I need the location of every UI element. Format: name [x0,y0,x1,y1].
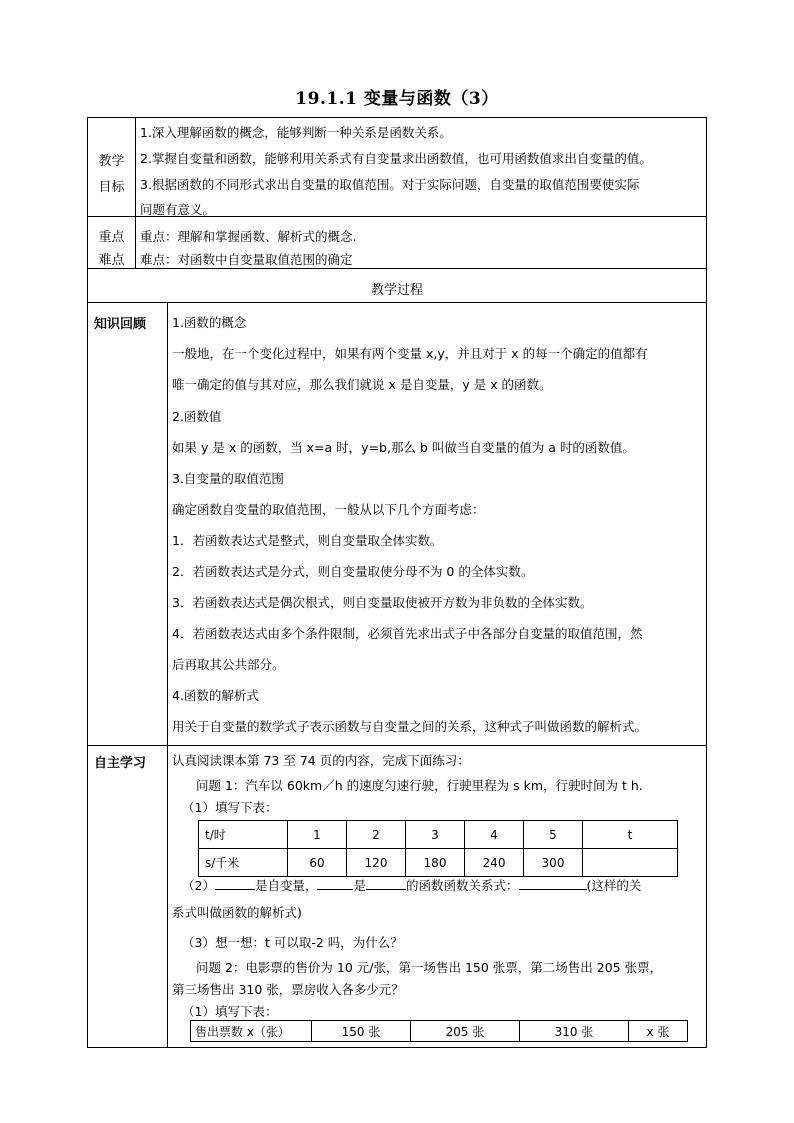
table-cell: 3 [406,821,465,849]
review-label [88,303,168,745]
review-line: 2.函数值 [172,409,222,424]
table-cell: 5 [524,821,583,849]
objectives-label [88,118,136,216]
study-row [88,746,706,1047]
difficulty-text: 难点：对函数中自变量取值范围的确定 [140,252,353,267]
question-2-part-1: （1）填写下表： [182,1004,278,1019]
keypoints-label-line2: 难点 [98,253,125,268]
review-line: 1．若函数表达式是整式，则自变量取全体实数。 [172,533,443,548]
review-line: 后再取其公共部分。 [172,657,285,672]
part-2-text: 是 [353,878,366,893]
table-cell: 1 [288,821,347,849]
review-line: 4.函数的解析式 [172,688,259,703]
question-2-line-2: 第三场售出 310 张，票房收入各多少元？ [172,982,404,997]
question-2-line-1: 问题 2：电影票的售价为 10 元/张，第一场售出 150 张票，第二场售出 205 张票， [196,960,663,975]
part-2-text: 的函数函数关系式： [405,878,519,893]
table-cell: 60 [288,849,347,877]
objectives-row [88,118,706,217]
review-label-text: 知识回顾 [94,317,147,332]
part-2-text: (这样的关 [586,878,642,893]
answer-blank[interactable] [366,877,406,890]
part-2-prefix: （2） [182,878,215,893]
review-row [88,303,706,746]
table-cell: 售出票数 x（张） [191,1021,312,1042]
question-1-part-1: （1）填写下表： [182,800,278,815]
review-content [168,303,706,745]
answer-cell[interactable] [583,849,678,877]
study-label-text: 自主学习 [94,756,147,771]
table-row [199,821,678,849]
answer-blank[interactable] [317,877,353,890]
table-cell: x 张 [629,1021,688,1042]
table-cell: 310 张 [520,1021,629,1042]
objective-item: 1.深入理解函数的概念，能够判断一种关系是函数关系。 [140,125,452,140]
review-line: 3．若函数表达式是偶次根式，则自变量取使被开方数为非负数的全体实数。 [172,595,593,610]
table-cell: t [583,821,678,849]
question-1-part-2 [182,876,641,894]
process-header-row [88,269,706,303]
table-cell: 120 [347,849,406,877]
distance-time-table [198,820,678,877]
answer-blank[interactable] [519,877,587,890]
study-intro: 认真阅读课本第 73 至 74 页的内容，完成下面练习： [172,753,470,768]
question-1-part-3: （3）想一想：t 可以取-2 吗，为什么？ [182,935,403,950]
review-line: 确定函数自变量的取值范围，一般从以下几个方面考虑： [172,502,485,517]
page-title: 19.1.1 变量与函数（3） [295,89,499,109]
objective-item: 问题有意义。 [140,202,216,217]
table-cell: t/时 [199,821,288,849]
table-cell: 150 张 [312,1021,411,1042]
review-line: 如果 y 是 x 的函数，当 x=a 时，y=b,那么 b 叫做当自变量的值为 a 时的函数值。 [172,440,635,455]
keypoints-content [136,217,706,268]
study-label [88,746,168,1047]
keypoints-row [88,217,706,269]
review-line: 2．若函数表达式是分式，则自变量取使分母不为 0 的全体实数。 [172,564,534,579]
table-cell: 2 [347,821,406,849]
process-header: 教学过程 [370,283,423,298]
review-line: 唯一确定的值与其对应，那么我们就说 x 是自变量，y 是 x 的函数。 [172,377,552,392]
table-cell: 300 [524,849,583,877]
table-cell: 4 [465,821,524,849]
table-row [191,1021,688,1042]
objectives-label-line2: 目标 [98,180,125,195]
table-row [199,849,678,877]
answer-blank[interactable] [215,877,255,890]
study-content [168,746,706,1047]
focus-text: 重点：理解和掌握函数、解析式的概念. [140,229,357,244]
objective-item: 2.掌握自变量和函数，能够利用关系式有自变量求出函数值，也可用函数值求出自变量的值。 [140,151,652,166]
objectives-content [136,118,706,216]
keypoints-label [88,217,136,268]
table-cell: 240 [465,849,524,877]
question-1: 问题 1：汽车以 60km／h 的速度匀速行驶，行驶里程为 s km，行驶时间为 t h. [196,778,643,793]
table-cell: 205 张 [411,1021,520,1042]
part-2-text: 是自变量， [254,878,318,893]
keypoints-label-line1: 重点 [98,230,125,245]
objective-item: 3.根据函数的不同形式求出自变量的取值范围。对于实际问题，自变量的取值范围要使实际 [140,177,640,192]
review-line: 用关于自变量的数学式子表示函数与自变量之间的关系，这种式子叫做函数的解析式。 [172,719,648,734]
objectives-label-line1: 教学 [98,154,125,169]
table-cell: 180 [406,849,465,877]
review-line: 一般地，在一个变化过程中，如果有两个变量 x,y，并且对于 x 的每一个确定的值都有 [172,346,648,361]
review-line: 3.自变量的取值范围 [172,471,284,486]
table-cell: s/千米 [199,849,288,877]
question-1-part-2-continued: 系式叫做函数的解析式) [172,905,302,920]
lesson-plan-table [87,117,707,1048]
review-line: 1.函数的概念 [172,315,247,330]
review-line: 4．若函数表达式由多个条件限制，必须首先求出式子中各部分自变量的取值范围，然 [172,626,643,641]
ticket-sales-table [190,1020,688,1042]
